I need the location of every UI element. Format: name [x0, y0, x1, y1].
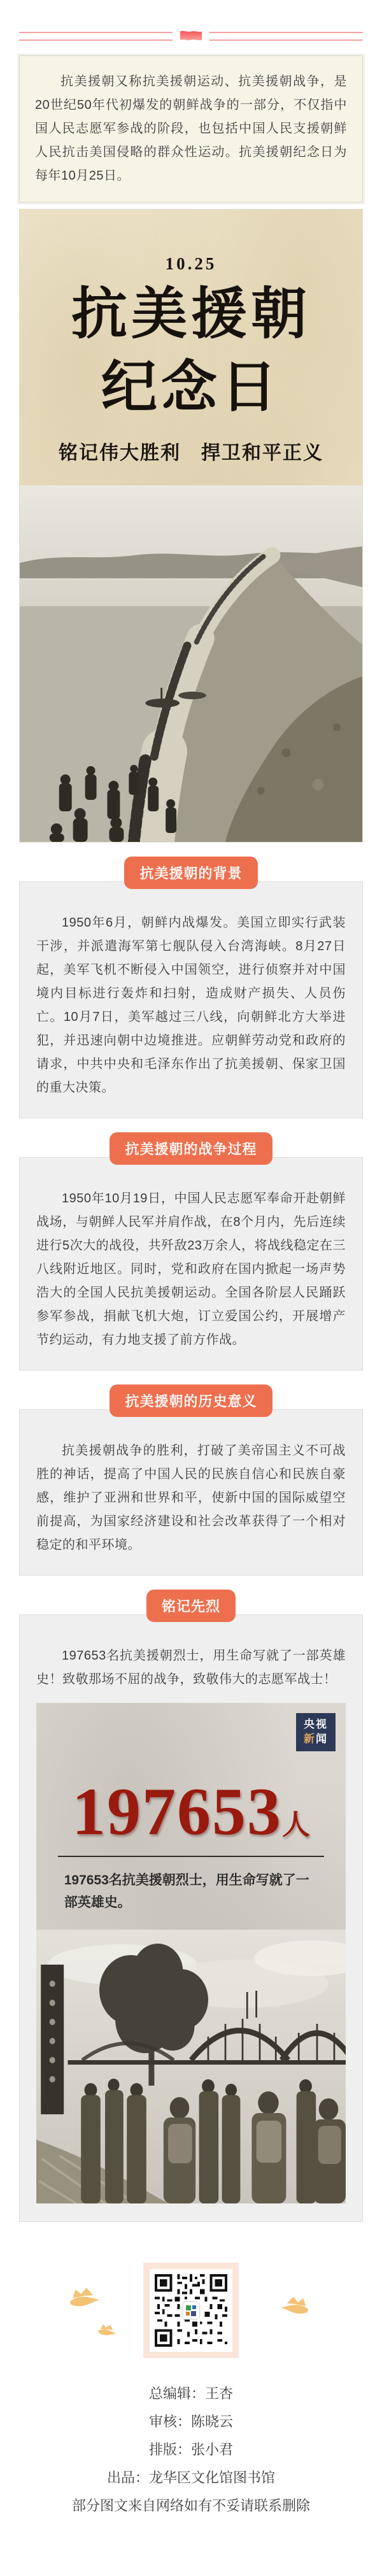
dove-icon [68, 2287, 101, 2309]
casualty-number: 197653人 [72, 1774, 310, 1849]
dove-icon [279, 2296, 310, 2316]
divider-line-right [209, 32, 363, 41]
section-body [19, 881, 363, 1118]
article-page [0, 29, 382, 2576]
credit-layout: 排版：张小君 [148, 2441, 233, 2458]
section-body [19, 1614, 363, 2221]
poster-title-line2: 纪念日 [101, 357, 281, 420]
section-body [19, 1157, 363, 1370]
section-badge: 抗美援朝的历史意义 [110, 1384, 272, 1417]
credit-editor: 总编辑：王杏 [148, 2385, 233, 2402]
poster-divider-line [58, 1856, 324, 1857]
memorial-day-poster [19, 209, 363, 843]
section-remember-martyrs [0, 1590, 382, 2221]
marching-column-photo [20, 485, 362, 842]
credit-producer: 出品：龙华区文化馆图书馆 [106, 2469, 275, 2486]
top-divider [19, 29, 363, 44]
credit-disclaimer: 部分图文来自网络如有不妥请联系删除 [71, 2497, 310, 2514]
section-war-process [0, 1132, 382, 1370]
qr-code [150, 2269, 232, 2352]
qr-frame [143, 2263, 239, 2358]
casualty-count-poster [36, 1703, 346, 2203]
intro-card [19, 55, 363, 203]
poster-subtitle: 铭记伟大胜利 捍卫和平正义 [59, 443, 323, 464]
poster-date: 10.25 [165, 254, 217, 273]
dove-icon [96, 2321, 119, 2339]
credit-reviewer: 审核：陈晓云 [148, 2413, 233, 2430]
yalu-bridge-photo [36, 1930, 346, 2203]
cctv-logo-line2: 新闻 [304, 1733, 328, 1746]
section-text: 197653名抗美援朝烈士，用生命写就了一部英雄史！致敬那场不屈的战争，致敬伟大的志愿军战士！ [36, 1649, 346, 1687]
section-text: 1950年6月，朝鲜内战爆发。美国立即实行武装干涉，并派遣海军第七舰队侵入台湾海峡。8月27日起，美军飞机不断侵入中国领空，进行侦察并对中国境内目标进行轰炸和扫射，造成财产损失、人员伤亡。10月7日，美军越过三八线，向朝鲜北方大举进犯，并迅速向朝中边境推进。应朝鲜劳动党和政府的请求，中共中央和毛泽东作出了抗美援朝、保家卫国的重大决策。 [36, 916, 346, 1095]
cctv-logo-line1: 央视 [304, 1718, 328, 1731]
section-badge: 铭记先烈 [146, 1590, 236, 1622]
section-background [0, 857, 382, 1118]
poster-title-line1: 抗美援朝 [71, 284, 311, 346]
poster-caption: 197653名抗美援朝烈士，用生命写就了一部英雄史。 [64, 1873, 309, 1911]
section-text: 1950年10月19日，中国人民志愿军奉命开赴朝鲜战场，与朝鲜人民军并肩作战，在8个月内，先后连续进行5次大的战役，共歼敌23万余人，将战线稳定在三八线附近地区。同时，党和政府在国内掀起一场声势浩大的全国人民抗美援朝运动。全国各阶层人民踊跃参军参战，捐献飞机大炮，订立爱国公约，开展增产节约运动，有力地支援了前方作战。 [36, 1192, 346, 1348]
section-badge: 抗美援朝的战争过程 [110, 1132, 272, 1165]
cctv-news-logo [296, 1713, 336, 1751]
red-flag-icon [179, 29, 203, 44]
divider-line-left [19, 32, 173, 41]
unit-ren: 人 [282, 1809, 310, 1841]
intro-text: 抗美援朝又称抗美援朝运动、抗美援朝战争，是20世纪50年代初爆发的朝鲜战争的一部分，不仅指中国人民志愿军参战的阶段，也包括中国人民支援朝鲜人民抗击美国侵略的群众性运动。抗美援朝纪念日为每年10月25日。 [35, 75, 347, 183]
section-text: 抗美援朝战争的胜利，打破了美帝国主义不可战胜的神话，提高了中国人民的民族自信心和民族自豪感，维护了亚洲和世界和平，使新中国的国际威望空前提高，为国家经济建设和社会改革获得了一个相对稳定的和平环境。 [36, 1444, 346, 1553]
footer-credits [0, 2380, 382, 2520]
section-historic-significance [0, 1384, 382, 1576]
qr-code-area [143, 2263, 239, 2358]
section-body [19, 1409, 363, 1576]
section-badge: 抗美援朝的背景 [124, 857, 257, 889]
